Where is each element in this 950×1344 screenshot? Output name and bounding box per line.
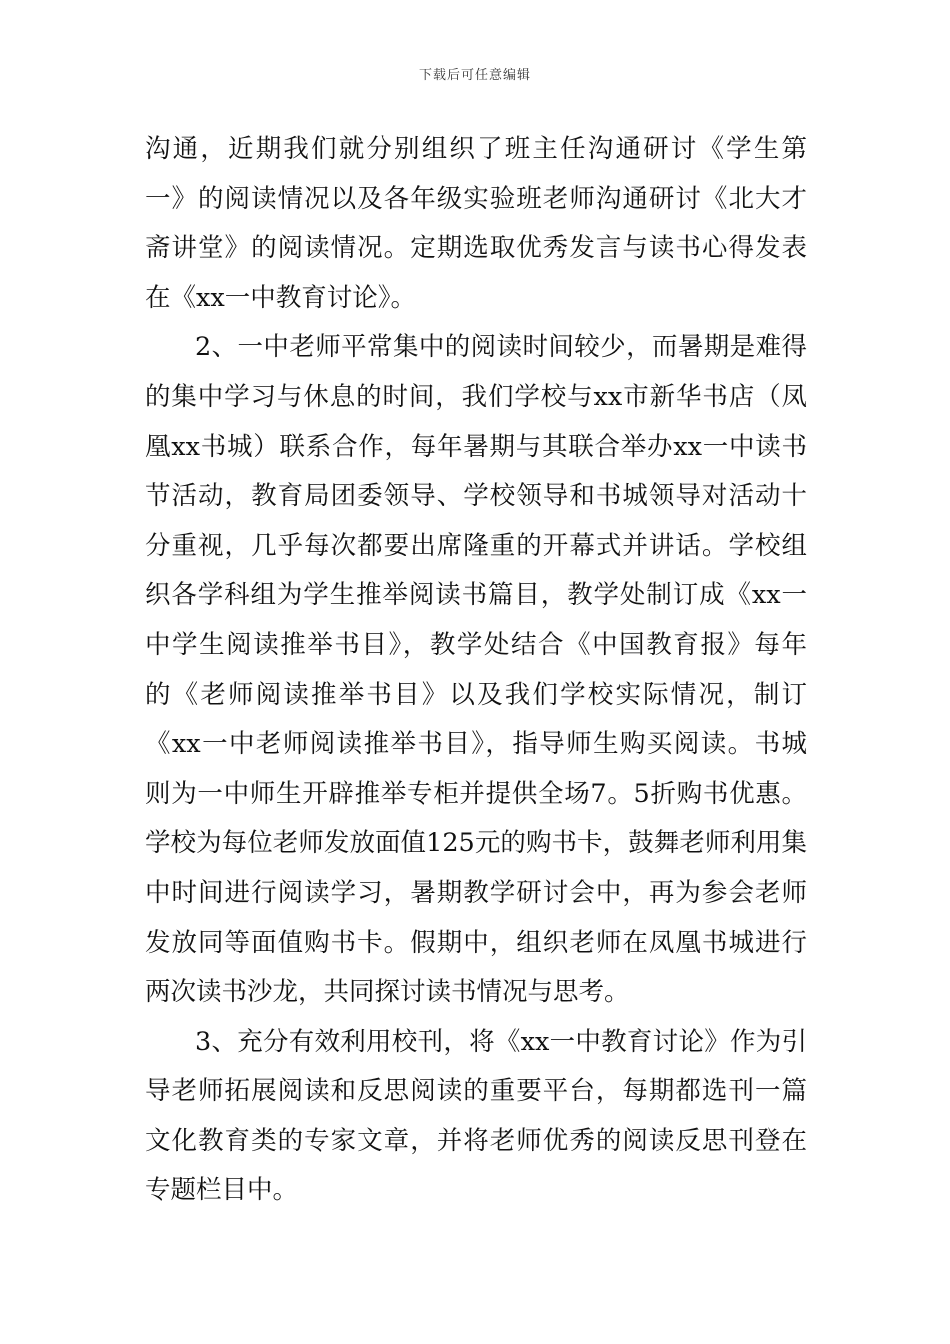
text-line: 的集中学习与休息的时间，我们学校与xx市新华书店（凤 <box>145 381 807 412</box>
text-line: 的《老师阅读推举书目》以及我们学校实际情况，制订 <box>145 679 807 710</box>
text-line: 凰xx书城）联系合作，每年暑期与其联合举办xx一中读书 <box>145 431 807 462</box>
text-line: 中时间进行阅读学习，暑期教学研讨会中，再为参会老师 <box>145 877 807 908</box>
paragraph-3 <box>145 1018 807 1216</box>
text-line: 专题栏目中。 <box>145 1175 299 1206</box>
text-line: 在《xx一中教育讨论》。 <box>145 282 417 313</box>
text-line: 3、充分有效利用校刊，将《xx一中教育讨论》作为引 <box>195 1026 807 1057</box>
text-line: 文化教育类的专家文章，并将老师优秀的阅读反思刊登在 <box>145 1125 807 1156</box>
text-line: 《xx一中老师阅读推举书目》，指导师生购买阅读。书城 <box>145 729 807 760</box>
text-line: 学校为每位老师发放面值125元的购书卡，鼓舞老师利用集 <box>145 828 807 859</box>
text-line: 一》的阅读情况以及各年级实验班老师沟通研讨《北大才 <box>145 183 807 214</box>
document-body <box>145 125 807 1216</box>
text-line: 分重视，几乎每次都要出席隆重的开幕式并讲话。学校组 <box>145 530 807 561</box>
paragraph-1 <box>145 125 807 323</box>
text-line: 发放同等面值购书卡。假期中，组织老师在凤凰书城进行 <box>145 927 807 958</box>
text-line: 导老师拓展阅读和反思阅读的重要平台，每期都选刊一篇 <box>145 1076 807 1107</box>
text-line: 2、一中老师平常集中的阅读时间较少，而暑期是难得 <box>195 332 807 363</box>
paragraph-2 <box>145 323 807 1017</box>
text-line: 节活动，教育局团委领导、学校领导和书城领导对活动十 <box>145 481 807 512</box>
page-header: 下载后可任意编辑 <box>418 68 531 83</box>
text-line: 则为一中师生开辟推举专柜并提供全场7。5折购书优惠。 <box>145 778 807 809</box>
text-line: 中学生阅读推举书目》，教学处结合《中国教育报》每年 <box>145 629 807 660</box>
text-line: 斋讲堂》的阅读情况。定期选取优秀发言与读书心得发表 <box>145 233 807 264</box>
text-line: 两次读书沙龙，共同探讨读书情况与思考。 <box>145 977 630 1008</box>
text-line: 沟通，近期我们就分别组织了班主任沟通研讨《学生第 <box>145 134 807 164</box>
text-line: 织各学科组为学生推举阅读书篇目，教学处制订成《xx一 <box>145 580 807 611</box>
